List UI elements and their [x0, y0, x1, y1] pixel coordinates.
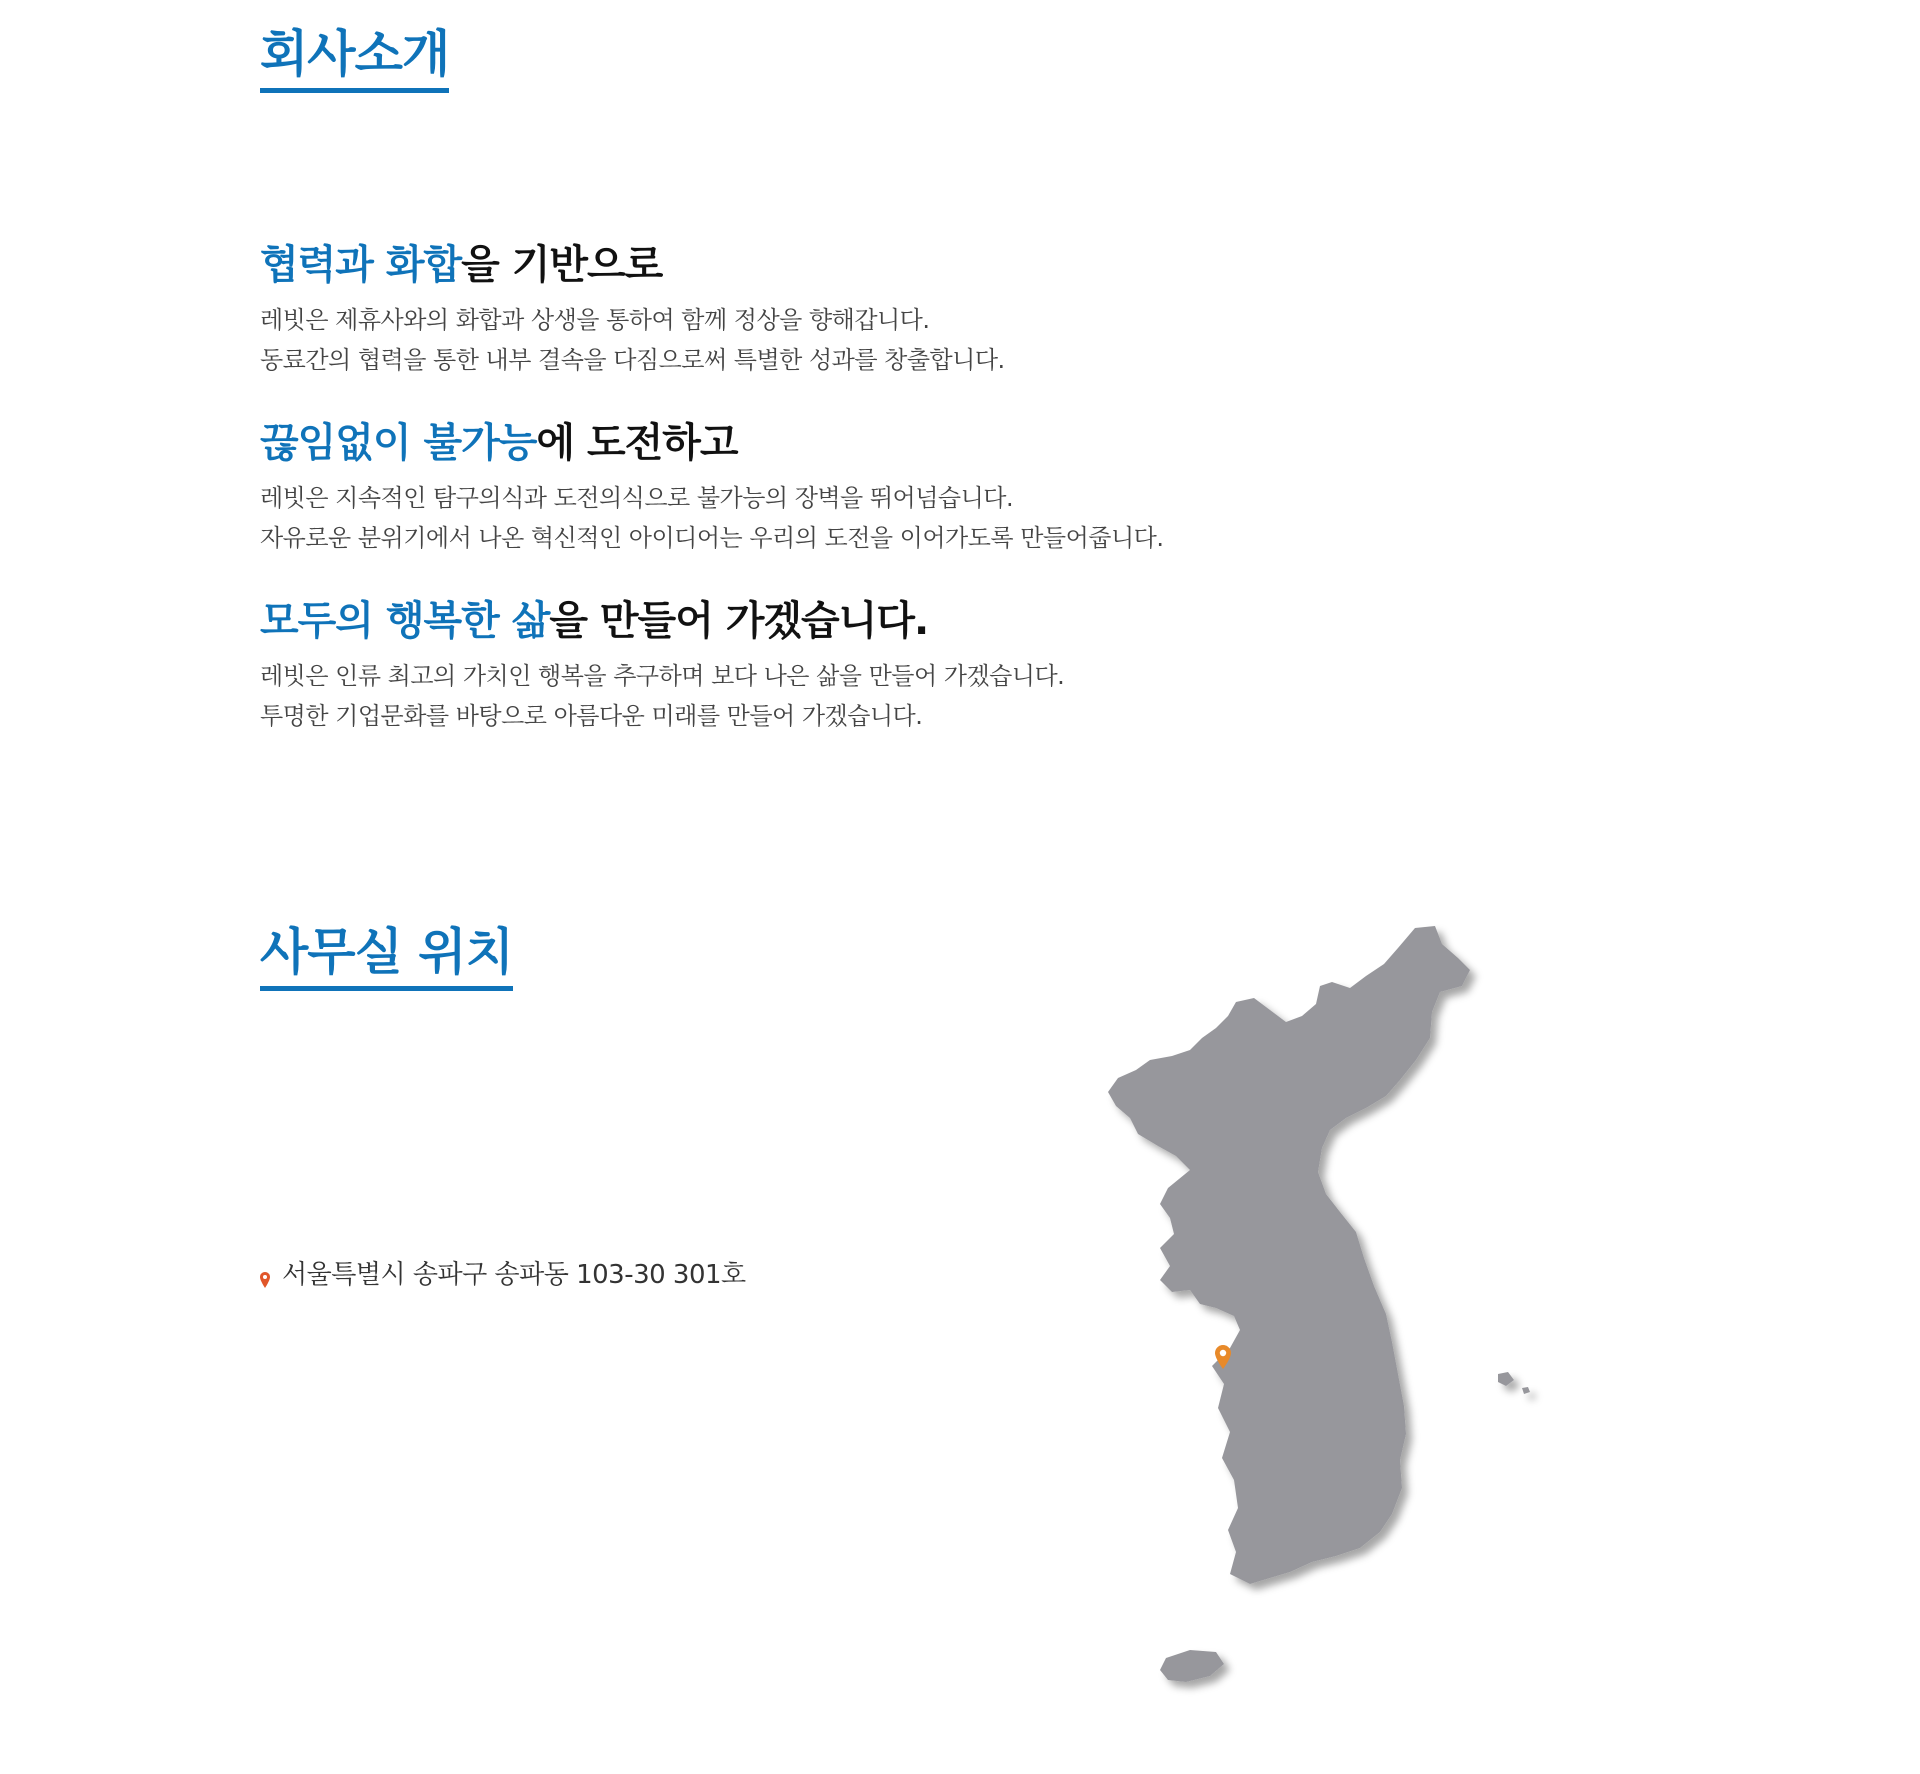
heading-highlight: 협력과 화합 — [260, 242, 462, 288]
heading-highlight: 끊임없이 불가능 — [260, 420, 537, 466]
about-block-heading — [260, 240, 1360, 290]
map-city-marker — [1172, 1342, 1231, 1371]
jeju-island-shape — [1160, 1650, 1224, 1682]
about-block-challenge — [260, 418, 1360, 558]
about-block-heading — [260, 596, 1360, 646]
about-block-line: 레빗은 인류 최고의 가치인 행복을 추구하며 보다 나은 삶을 만들어 가겠습니다. — [260, 662, 1065, 690]
about-title: 회사소개 — [260, 24, 449, 93]
about-block-line: 자유로운 분위기에서 나온 혁신적인 아이디어는 우리의 도전을 이어가도록 만들어줍니다. — [260, 524, 1164, 552]
heading-highlight: 모두의 행복한 삶 — [260, 598, 550, 644]
ulleungdo-shape — [1498, 1372, 1514, 1386]
location-pin-icon — [1215, 1345, 1231, 1369]
korea-map — [1040, 920, 1560, 1730]
dokdo-shape — [1522, 1387, 1530, 1394]
address-text: 서울특별시 송파구 송파동 103-30 301호 — [282, 1260, 746, 1290]
peninsula-shape — [1108, 926, 1470, 1584]
city-label-text: 서울 — [1172, 1346, 1211, 1370]
heading-rest: 을 만들어 가겠습니다. — [549, 598, 929, 644]
office-address — [260, 1254, 746, 1291]
about-block-line: 투명한 기업문화를 바탕으로 아름다운 미래를 만들어 가겠습니다. — [260, 702, 923, 730]
about-block-happiness — [260, 596, 1360, 736]
about-block-line: 동료간의 협력을 통한 내부 결속을 다짐으로써 특별한 성과를 창출합니다. — [260, 346, 1005, 374]
office-title: 사무실 위치 — [260, 922, 513, 991]
about-block-line: 레빗은 지속적인 탐구의식과 도전의식으로 불가능의 장벽을 뛰어넘습니다. — [260, 484, 1014, 512]
about-block-cooperation — [260, 240, 1360, 380]
heading-rest: 에 도전하고 — [536, 420, 738, 466]
location-pin-icon — [260, 1265, 270, 1281]
about-block-heading — [260, 418, 1360, 468]
heading-rest: 을 기반으로 — [461, 242, 663, 288]
about-block-line: 레빗은 제휴사와의 화합과 상생을 통하여 함께 정상을 향해갑니다. — [260, 306, 930, 334]
